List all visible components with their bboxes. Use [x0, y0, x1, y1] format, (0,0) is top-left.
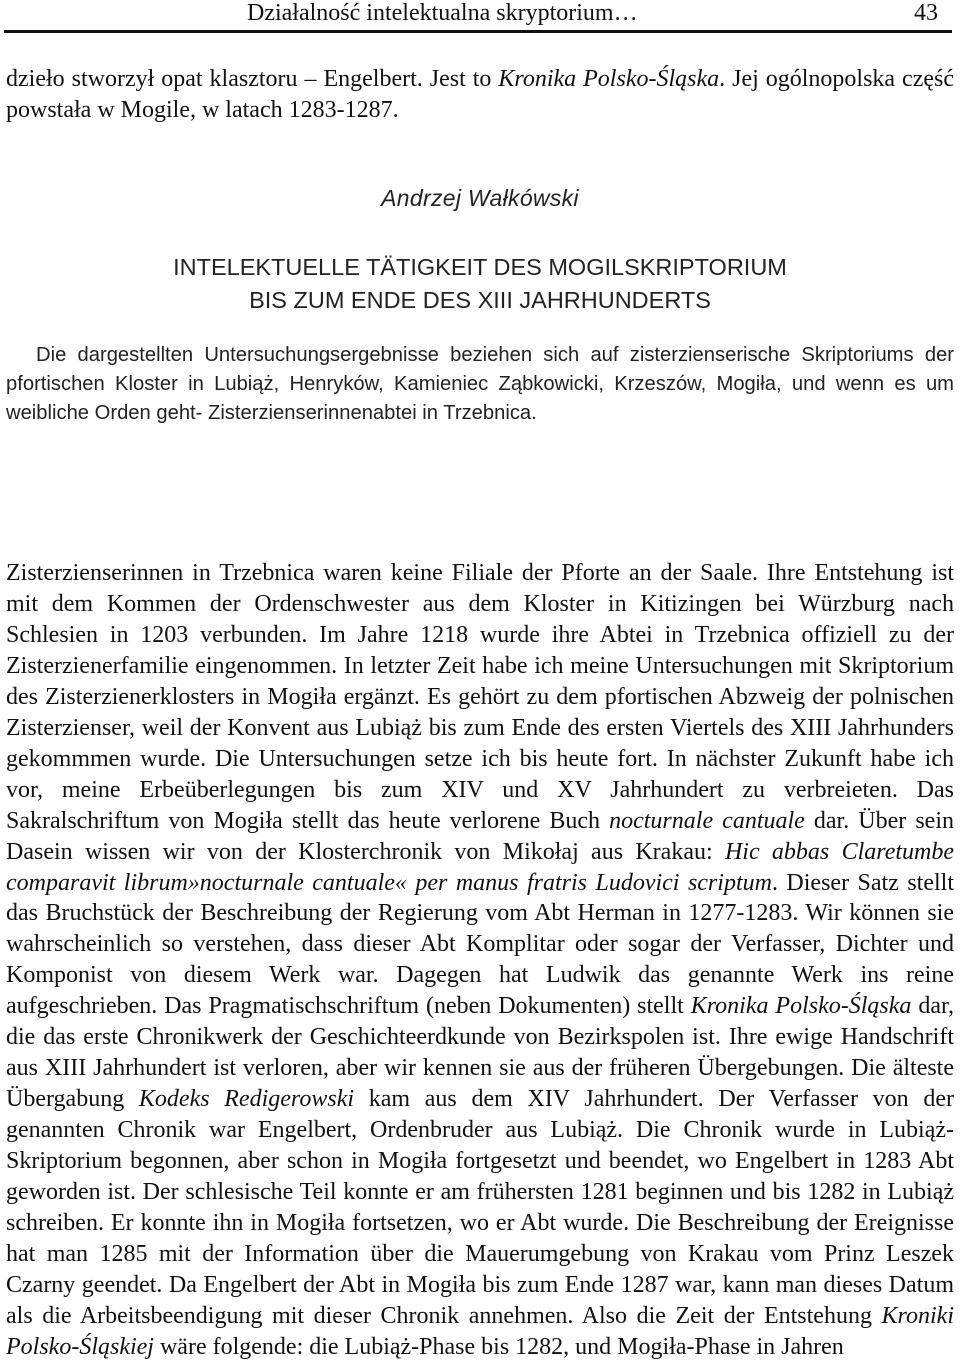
running-header — [4, 0, 952, 33]
main-italic-1: nocturnale cantuale — [609, 807, 805, 834]
article-title — [0, 251, 960, 317]
intro-italic-title: Kronika Polsko-Śląska — [498, 66, 720, 92]
intro-paragraph — [6, 64, 954, 126]
main-italic-3: Kronika Polsko-Śląska — [690, 993, 912, 1020]
main-text-3: . Dieser Satz stellt das Bruchstück der Beschreibung der Regierung vom Abt Herman in 1277-1283. Wir können sie wahrscheinlich so verstehen, dass dieser Abt Komplitar oder sogar der Verfasser, Dichter und Komponist von diesem Werk war. Dagegen hat Ludwik das genannte Werk ins reine aufgeschrieben. Das Pragmatischschriftum (neben Dokumenten) stellt — [6, 869, 954, 1020]
main-italic-5: Kroniki Polsko-Śląskiej — [6, 1302, 954, 1360]
running-title: Działalność intelektualna skryptorium… — [247, 0, 638, 26]
main-text-6: wäre folgende: die Lubiąż-Phase bis 1282, und Mogiła-Phase in Jahren — [153, 1333, 844, 1360]
abstract-paragraph — [6, 341, 954, 428]
intro-text-2: . Jej ogólnopolska część powstała w Mogile, w latach 1283-1287. — [6, 66, 955, 124]
main-text-4: dar, die das erste Chronikwerk der Geschichteerdkunde von Bezirkspolen ist. Ihre ewige Handschrift aus XIII Jahrhundert ist verloren, aber wir kennen sie aus der früheren Übergebungen. Die älteste Übergabung — [6, 993, 955, 1113]
title-line-2: BIS ZUM ENDE DES XIII JAHRHUNDERTS — [249, 287, 711, 313]
author-name: Andrzej Wałkówski — [381, 185, 579, 211]
intro-text-1: dzieło stworzył opat klasztoru – Engelbert. Jest to — [6, 66, 499, 92]
main-text-5: kam aus dem XIV Jahrhundert. Der Verfasser von der genannten Chronik war Engelbert, Ordenbruder aus Lubiąż. Die Chronik wurde in Lubiąż-Skriptorium begonnen, aber schon in Mogiła fortgesetzt und beendet, wo Engelbert in 1283 Abt geworden ist. Der schlesische Teil konnte er am frühersten 1281 beginnen und bis 1282 in Lubiąż schreiben. Er konnte ihn in Mogiła fortsetzen, wo er Abt wurde. Die Beschreibung der Ereignisse hat man 1285 mit der Information über die Mauerumgebung von Krakau vom Prinz Leszek Czarny geendet. Da Engelbert der Abt in Mogiła bis zum Ende 1287 war, kann man dieses Datum als die Arbeitsbeendigung mit dieser Chronik annehmen. Also die Zeit der Entstehung — [6, 1086, 954, 1329]
main-text-2: dar. Über sein Dasein wissen wir von der Klosterchronik von Mikołaj aus Krakau: — [6, 807, 954, 865]
main-italic-4: Kodeks Redigerowski — [138, 1086, 355, 1113]
page-number: 43 — [914, 0, 938, 26]
abstract-text: Die dargestellten Untersuchungsergebnisse beziehen sich auf zisterzienserische Skriptoriums der pfortischen Kloster in Lubiąż, Henryków, Kamieniec Ząbkowicki, Krzeszów, Mogiła, und wenn es um weibliche Orden geht- Zisterzienserinnenabtei in Trzebnica. — [6, 344, 954, 424]
main-paragraph — [6, 558, 954, 1363]
main-text-1: Zisterzienserinnen in Trzebnica waren keine Filiale der Pforte an der Saale. Ihre Entstehung ist mit dem Kommen der Ordenschwester aus dem Kloster in Kitizingen bei Würzburg nach Schlesien in 1203 verbunden. Im Jahre 1218 wurde ihre Abtei in Trzebnica offiziell zu der Zisterzienerfamilie eingenommen. In letzter Zeit habe ich meine Untersuchungen mit Skriptorium des Zisterzienerklosters in Mogiła ergänzt. Es gehört zu dem pfortischen Abzweig der polnischen Zisterzienser, weil der Konvent aus Lubiąż bis zum Ende des ersten Viertels des XIII Jahrhunders gekommmen wurde. Die Untersuchungen setze ich bis heute fort. In nächster Zukunft habe ich vor, meine Erbeüberlegungen bis zum XIV und XV Jahrhundert zu verbreieten. Das Sakralschriftum von Mogiła stellt das heute verlorene Buch — [6, 560, 954, 834]
main-italic-2: Hic abbas Claretumbe comparavit librum»nocturnale cantuale« per manus fratris Ludovici scriptum — [6, 838, 954, 896]
title-line-1: INTELEKTUELLE TÄTIGKEIT DES MOGILSKRIPTORIUM — [173, 254, 787, 280]
